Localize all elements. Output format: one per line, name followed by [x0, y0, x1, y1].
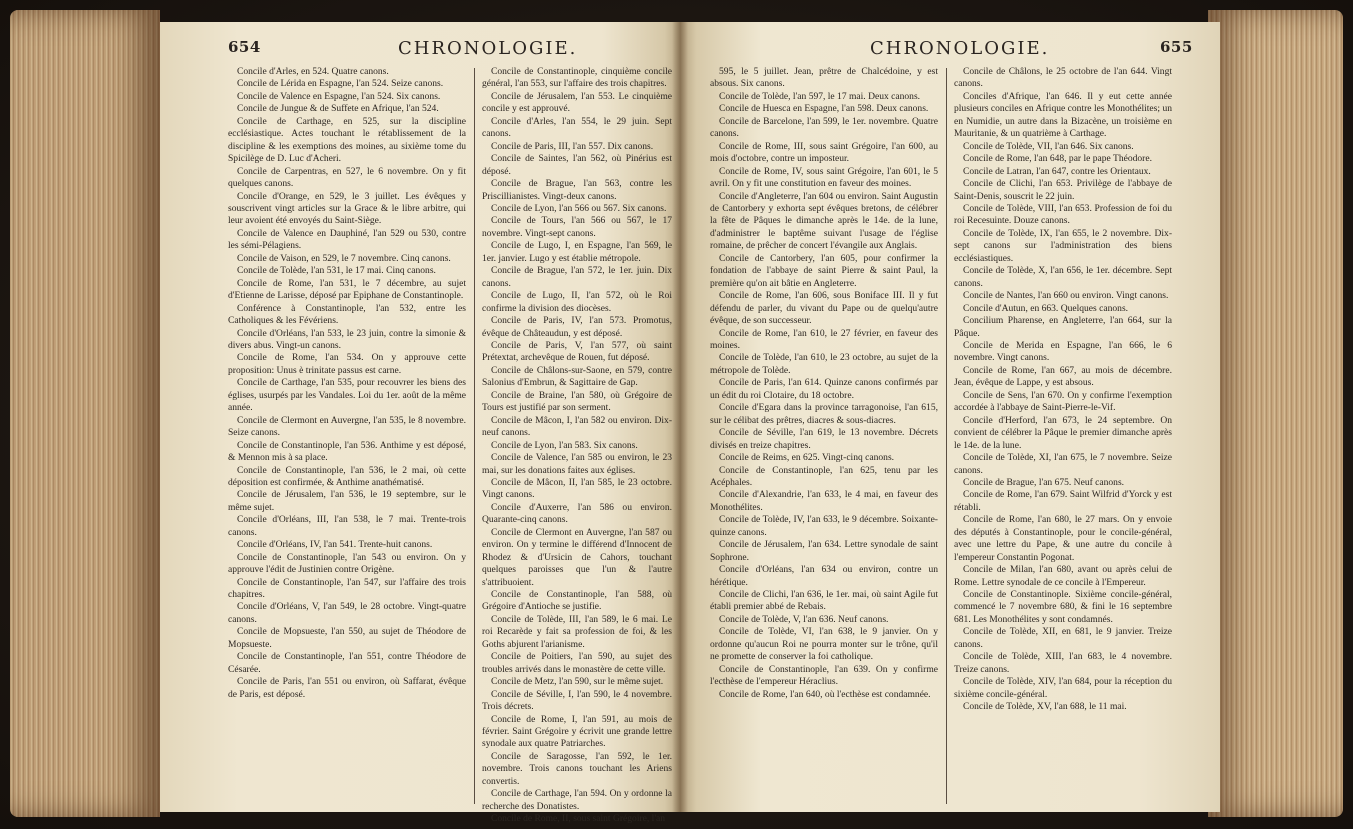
entry-paragraph: Concile de Saragosse, l'an 592, le 1er. novembre. Trois canons touchant les Ariens convertis.	[482, 750, 672, 787]
entry-paragraph: Concile de Paris, III, l'an 557. Dix canons.	[491, 140, 654, 152]
entry-paragraph: Concile d'Arles, en 524. Quatre canons.	[237, 66, 389, 77]
entry-paragraph: Concile de Brague, l'an 572, le 1er. juin. Dix canons.	[482, 265, 672, 289]
entry-paragraph: Concile de Paris, l'an 551 ou environ, où Saffarat, évêque de Paris, est déposé.	[228, 676, 466, 700]
entry-paragraph: Concile de Valence en Dauphiné, l'an 529 ou 530, contre les sémi-Pélagiens.	[228, 227, 466, 252]
entry-paragraph: Concile de Constantinople, l'an 588, où Grégoire d'Antioche se justifie.	[482, 589, 672, 613]
entry-paragraph: Concile de Rome, IV, sous saint Grégoire, l'an 601, le 5 avril. On y fit une constitution en faveur des moines.	[710, 165, 938, 190]
entry-paragraph: Concile de Tolède, IV, l'an 633, le 9 décembre. Soixante-quinze canons.	[710, 514, 938, 538]
entry-paragraph: Concile d'Orléans, V, l'an 549, le 28 octobre. Vingt-quatre canons.	[228, 601, 466, 625]
entry-paragraph: Concile de Lyon, l'an 583. Six canons.	[491, 439, 638, 451]
entry-paragraph: Concile de Tours, l'an 566 ou 567, le 17 novembre. Vingt-sept canons.	[482, 215, 672, 239]
entry-paragraph: Concile de Carthage, l'an 594. On y ordonne la recherche des Donatistes.	[482, 788, 672, 812]
entry-paragraph: Concile de Carthage, l'an 535, pour recouvrer les biens des églises, usurpés par les Vandales. Loi du 1er. août de la même année.	[228, 377, 466, 414]
entry-paragraph: Concile de Jérusalem, l'an 536, le 19 septembre, sur le même sujet.	[228, 489, 466, 513]
entry-paragraph: Concile de Tolède, XIII, l'an 683, le 4 novembre. Treize canons.	[954, 651, 1172, 675]
entry-paragraph: Concile de Reims, en 625. Vingt-cinq canons.	[719, 452, 895, 464]
entry-paragraph: Concile de Rome, III, sous saint Grégoire, l'an 600, au mois d'octobre, contre un imposteur.	[710, 140, 938, 165]
right-page-column-1	[710, 66, 938, 806]
entry-paragraph: Concile d'Orange, en 529, le 3 juillet. Les évêques y souscrivent vingt articles sur la Grace & le libre arbitre, qui leur avoient été envoyés du Saint-Siège.	[228, 190, 466, 227]
right-page-column-2	[954, 66, 1172, 806]
entry-paragraph: Concile de Constantinople, l'an 543 ou environ. On y approuve l'édit de Justinien contre Origène.	[228, 551, 466, 576]
entry-paragraph: Concile de Clichi, l'an 636, le 1er. mai, où saint Agile fut établi premier abbé de Rebais.	[710, 589, 938, 613]
entry-paragraph: Concile de Poitiers, l'an 590, au sujet des troubles arrivés dans le monastère de cette ville.	[482, 651, 672, 675]
entry-paragraph: Concile de Vaison, en 529, le 7 novembre. Cinq canons.	[237, 252, 451, 264]
entry-paragraph: Concile de Jérusalem, l'an 553. Le cinquième concile y est approuvé.	[482, 90, 672, 115]
entry-paragraph: Concile de Paris, l'an 614. Quinze canons confirmés par un édit du roi Clotaire, du 18 octobre.	[710, 377, 938, 401]
entry-paragraph: Concile de Valence en Espagne, l'an 524. Six canons.	[237, 90, 441, 102]
entry-paragraph: Concile de Rome, l'an 610, le 27 février, en faveur des moines.	[710, 327, 938, 351]
entry-paragraph: Concile de Lugo, I, en Espagne, l'an 569, le 1er. janvier. Lugo y est établie métropole.	[482, 240, 672, 264]
entry-paragraph: Concile de Huesca en Espagne, l'an 598. Deux canons.	[719, 103, 929, 115]
entry-paragraph: Concile de Séville, I, l'an 590, le 4 novembre. Trois décrets.	[482, 688, 672, 713]
entry-paragraph: Concile de Carthage, en 525, sur la discipline ecclésiastique. Actes touchant le rétablissement de la discipline & les exemptions des moines, au sixième tome du Spicilège de D. Luc d'Acheri.	[228, 115, 466, 165]
entry-paragraph: Concile de Rome, I, l'an 591, au mois de février. Saint Grégoire y écrivit une grande lettre synodale aux quatre Patriarches.	[482, 713, 672, 750]
entry-paragraph: Concile de Lyon, l'an 566 ou 567. Six canons.	[491, 202, 667, 214]
entry-paragraph: Concile de Rome, l'an 679. Saint Wilfrid d'Yorck y est rétabli.	[954, 489, 1172, 513]
entry-paragraph: Concile de Latran, l'an 647, contre les Orientaux.	[963, 165, 1151, 177]
entry-paragraph: Concile de Constantinople, l'an 536, le 2 mai, où cette déposition est confirmée, & Anthime anathématisé.	[228, 464, 466, 488]
entry-paragraph: Concile de Jérusalem, l'an 634. Lettre synodale de saint Sophrone.	[710, 539, 938, 563]
entry-paragraph: Concile de Rome, l'an 606, sous Boniface III. Il y fut défendu de parler, du vivant du Pape ou de quelqu'autre évêque, de son successeur.	[710, 290, 938, 327]
entry-paragraph: Concile de Paris, IV, l'an 573. Promotus, évêque de Châteaudun, y est déposé.	[482, 315, 672, 339]
entry-paragraph: Concile de Tolède, VI, l'an 638, le 9 janvier. On y ordonne qu'aucun Roi ne pourra monter sur le trône, qu'il ne promette de conserver la foi catholique.	[710, 626, 938, 663]
left-column-rule	[474, 68, 475, 804]
entry-paragraph: Concile de Tolède, l'an 610, le 23 octobre, au sujet de la métropole de Tolède.	[710, 352, 938, 376]
entry-paragraph: Concile de Constantinople, l'an 639. On y confirme l'ecthèse de l'empereur Héraclius.	[710, 663, 938, 688]
entry-paragraph: Concile de Tolède, XI, l'an 675, le 7 novembre. Seize canons.	[954, 452, 1172, 476]
left-page-header	[160, 38, 680, 66]
left-page-column-2	[482, 66, 672, 825]
entry-paragraph: Concile de Clichi, l'an 653. Privilège de l'abbaye de Saint-Denis, souscrit le 22 juin.	[954, 178, 1172, 202]
entry-paragraph: Concile de Brague, l'an 563, contre les Priscillianistes. Vingt-deux canons.	[482, 178, 672, 202]
left-page-column-1	[228, 66, 466, 806]
entry-paragraph: Concile de Tolède, VII, l'an 646. Six canons.	[963, 140, 1134, 152]
entry-paragraph: Concile de Constantinople, l'an 547, sur l'affaire des trois chapitres.	[228, 576, 466, 601]
entry-paragraph: Concile d'Egara dans la province tarragonoise, l'an 615, sur le célibat des prêtres, diacres & sous-diacres.	[710, 402, 938, 426]
left-running-head: CHRONOLOGIE.	[398, 38, 578, 59]
entry-paragraph: Concile de Châlons, le 25 octobre de l'an 644. Vingt canons.	[954, 66, 1172, 90]
right-page-number: 655	[1160, 38, 1193, 56]
entry-paragraph: Concile de Séville, l'an 619, le 13 novembre. Décrets divisés en treize chapitres.	[710, 427, 938, 451]
entry-paragraph: Concile de Metz, l'an 590, sur le même sujet.	[491, 676, 664, 688]
entry-paragraph: Concile de Valence, l'an 585 ou environ, le 23 mai, sur les donations faites aux églises.	[482, 452, 672, 476]
entry-paragraph: Concile de Rome, l'an 534. On y approuve cette proposition: Unus è trinitate passus est carne.	[228, 352, 466, 376]
entry-paragraph: 595, le 5 juillet. Jean, prêtre de Chalcédoine, y est absous. Six canons.	[710, 66, 938, 90]
entry-paragraph: Concile de Rome, l'an 680, le 27 mars. On y envoie des députés à Constantinople, pour le concile-général, avec une lettre du Pape, & une autre du concile à l'empereur Constantin Pogonat.	[954, 514, 1172, 563]
book-edge-left	[10, 10, 160, 817]
entry-paragraph: Concile de Paris, V, l'an 577, où saint Prétextat, archevêque de Rouen, fut déposé.	[482, 339, 672, 364]
entry-paragraph: Concilium Pharense, en Angleterre, l'an 664, sur la Pâque.	[954, 315, 1172, 339]
entry-paragraph: Concile de Constantinople, l'an 625, tenu par les Acéphales.	[710, 464, 938, 488]
entry-paragraph: Concile de Constantinople, l'an 551, contre Théodore de Césarée.	[228, 651, 466, 675]
entry-paragraph: Concile de Constantinople, cinquième concile général, l'an 553, sur l'affaire des trois chapitres.	[482, 66, 672, 90]
entry-paragraph: Concile de Rome, l'an 648, par le pape Théodore.	[963, 153, 1152, 165]
entry-paragraph: Concile de Rome, l'an 531, le 7 décembre, au sujet d'Etienne de Larisse, déposé par Epiphane de Constantinople.	[228, 277, 466, 302]
entry-paragraph: Concile de Tolède, XIV, l'an 684, pour la réception du sixième concile-général.	[954, 676, 1172, 700]
entry-paragraph: Concile de Rome, l'an 640, où l'ecthèse est condamnée.	[719, 688, 931, 700]
entry-paragraph: Concile de Rome, II, sous saint Grégoire, l'an	[491, 813, 666, 825]
entry-paragraph: Concile de Clermont en Auvergne, l'an 535, le 8 novembre. Seize canons.	[228, 414, 466, 439]
entry-paragraph: Concile de Saintes, l'an 562, où Pinérius est déposé.	[482, 153, 672, 177]
entry-paragraph: Concile d'Alexandrie, l'an 633, le 4 mai, en faveur des Monothélites.	[710, 489, 938, 513]
entry-paragraph: Concile de Constantinople. Sixième concile-général, commencé le 7 novembre 680, & fini le 16 septembre 681. Les Monothélites y sont condamnés.	[954, 589, 1172, 625]
entry-paragraph: Concile de Lérida en Espagne, l'an 524. Seize canons.	[237, 78, 444, 90]
entry-paragraph: Concile de Tolède, V, l'an 636. Neuf canons.	[719, 613, 889, 625]
entry-paragraph: Concile de Carpentras, en 527, le 6 novembre. On y fit quelques canons.	[228, 165, 466, 190]
entry-paragraph: Concile de Jungue & de Suffete en Afrique, l'an 524.	[237, 103, 439, 115]
entry-paragraph: Concile de Mâcon, II, l'an 585, le 23 octobre. Vingt canons.	[482, 476, 672, 501]
book-edge-right	[1208, 10, 1343, 817]
entry-paragraph: Concile d'Herford, l'an 673, le 24 septembre. On convient de célébrer la Pâque le premier dimanche après le 14e. de la lune.	[954, 414, 1172, 451]
entry-paragraph: Concile d'Orléans, III, l'an 538, le 7 mai. Trente-trois canons.	[228, 514, 466, 538]
entry-paragraph: Concile de Barcelone, l'an 599, le 1er. novembre. Quatre canons.	[710, 115, 938, 140]
entry-paragraph: Concile de Nantes, l'an 660 ou environ. Vingt canons.	[963, 290, 1169, 302]
entry-paragraph: Concile d'Orléans, l'an 533, le 23 juin, contre la simonie & divers abus. Vingt-un canons.	[228, 327, 466, 351]
entry-paragraph: Conciles d'Afrique, l'an 646. Il y eut cette année plusieurs conciles en Afrique contre les Monothélites; un en Numidie, un autre dans la Bizacène, un troisième en Mauritanie, & un quatrième à Carthage.	[954, 90, 1172, 140]
entry-paragraph: Concile de Tolède, III, l'an 589, le 6 mai. Le roi Recarède y fait sa profession de foi, & les Goths abjurent l'arianisme.	[482, 613, 672, 650]
right-column-rule	[946, 68, 947, 804]
entry-paragraph: Concile de Sens, l'an 670. On y confirme l'exemption accordée à l'abbaye de Saint-Pierre-le-Vif.	[954, 389, 1172, 414]
entry-paragraph: Concile de Mopsueste, l'an 550, au sujet de Théodore de Mopsueste.	[228, 626, 466, 650]
entry-paragraph: Concile de Tolède, l'an 531, le 17 mai. Cinq canons.	[237, 265, 436, 277]
entry-paragraph: Concile de Rome, l'an 667, au mois de décembre. Jean, évêque de Lappe, y est absous.	[954, 364, 1172, 389]
entry-paragraph: Concile de Milan, l'an 680, avant ou après celui de Rome. Lettre synodale de ce concile à l'Empereur.	[954, 564, 1172, 588]
entry-paragraph: Concile de Tolède, IX, l'an 655, le 2 novembre. Dix-sept canons sur l'administration des biens ecclésiastiques.	[954, 227, 1172, 264]
entry-paragraph: Concile d'Arles, l'an 554, le 29 juin. Sept canons.	[482, 115, 672, 140]
entry-paragraph: Concile de Brague, l'an 675. Neuf canons.	[963, 476, 1125, 488]
entry-paragraph: Concile de Braine, l'an 580, où Grégoire de Tours est justifié par son serment.	[482, 389, 672, 414]
entry-paragraph: Concile de Merida en Espagne, l'an 666, le 6 novembre. Vingt canons.	[954, 339, 1172, 364]
entry-paragraph: Concile de Cantorbery, l'an 605, pour confirmer la fondation de l'abbaye de saint Pierre & saint Paul, la première qu'on ait bâtie en Angleterre.	[710, 252, 938, 289]
entry-paragraph: Concile d'Auxerre, l'an 586 ou environ. Quarante-cinq canons.	[482, 501, 672, 526]
entry-paragraph: Concile d'Autun, en 663. Quelques canons.	[963, 302, 1129, 314]
entry-paragraph: Concile de Tolède, l'an 597, le 17 mai. Deux canons.	[719, 90, 921, 102]
entry-paragraph: Concile de Tolède, XII, en 681, le 9 janvier. Treize canons.	[954, 626, 1172, 650]
right-running-head: CHRONOLOGIE.	[870, 38, 1050, 59]
entry-paragraph: Concile d'Orléans, l'an 634 ou environ, contre un hérétique.	[710, 564, 938, 588]
entry-paragraph: Concile de Clermont en Auvergne, l'an 587 ou environ. On y termine le différend d'Innocent de Rhodez & d'Ursicin de Cahors, touchant quelques paroisses que l'un & l'autre s'attribuoient.	[482, 526, 672, 588]
entry-paragraph: Concile de Tolède, XV, l'an 688, le 11 mai.	[963, 701, 1127, 713]
right-page-header	[680, 38, 1220, 66]
book-gutter	[672, 22, 688, 812]
entry-paragraph: Concile de Tolède, X, l'an 656, le 1er. décembre. Sept canons.	[954, 265, 1172, 289]
left-page-number: 654	[228, 38, 261, 56]
entry-paragraph: Concile d'Angleterre, l'an 604 ou environ. Saint Augustin de Cantorbery y exhorta sept évêques bretons, de célébrer la fête de Pâques le dimanche après le 14e. de la lune, d'administrer le baptême suivant l'usage de l'église romaine, de prêcher de concert l'évangile aux Anglais.	[710, 190, 939, 252]
entry-paragraph: Concile de Constantinople, l'an 536. Anthime y est déposé, & Mennon mis à sa place.	[228, 439, 466, 464]
entry-paragraph: Concile de Lugo, II, l'an 572, où le Roi confirme la division des diocèses.	[482, 290, 672, 314]
entry-paragraph: Concile de Tolède, VIII, l'an 653. Profession de foi du roi Recesuinte. Douze canons.	[954, 202, 1172, 227]
entry-paragraph: Conférence à Constantinople, l'an 532, entre les Catholiques & les Févériens.	[228, 302, 466, 327]
entry-paragraph: Concile d'Orléans, IV, l'an 541. Trente-huit canons.	[237, 539, 433, 551]
entry-paragraph: Concile de Châlons-sur-Saone, en 579, contre Salonius d'Embrun, & Sagittaire de Gap.	[482, 364, 672, 389]
entry-paragraph: Concile de Mâcon, I, l'an 582 ou environ. Dix-neuf canons.	[482, 414, 672, 439]
